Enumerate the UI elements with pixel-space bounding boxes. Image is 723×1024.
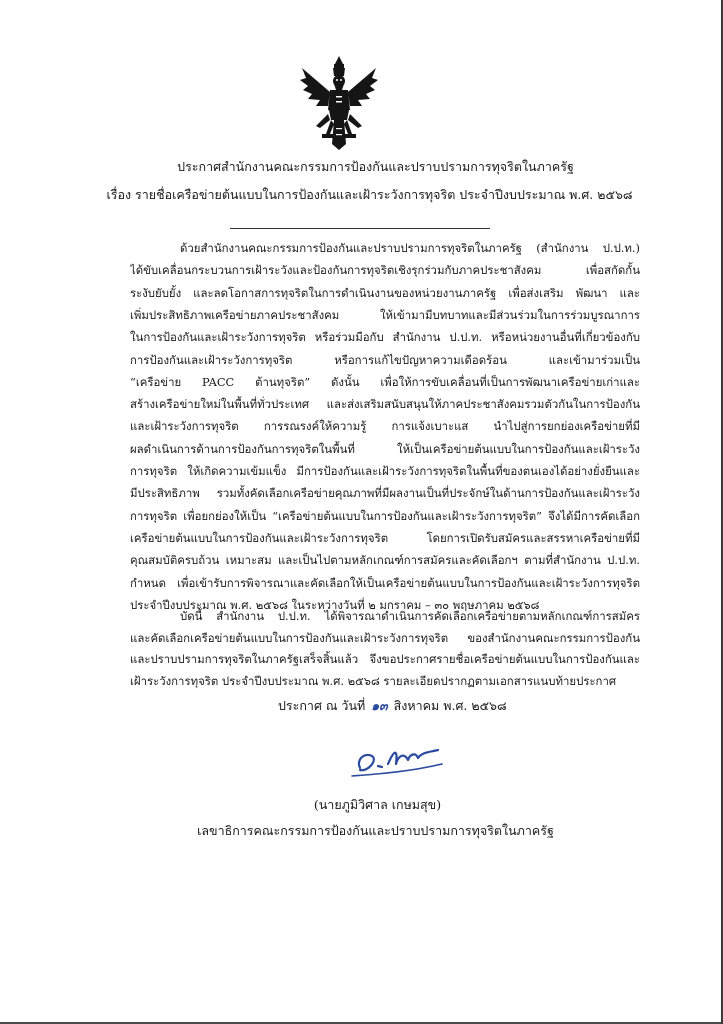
body-line: การทุจริต ให้เกิดความเข้มแข็ง มีการป้องกันและเฝ้าระวังการทุจริตในพื้นที่ของตนเองได้อย่างยั่งยืนและ: [130, 464, 640, 478]
body-line: และคัดเลือกเครือข่ายต้นแบบในการป้องกันและเฝ้าระวังการทุจริต ของสำนักงานคณะกรรมการป้องกัน: [130, 630, 640, 645]
date-suffix: สิงหาคม พ.ศ. ๒๕๖๘: [389, 698, 507, 713]
body-line: มีประสิทธิภาพ รวมทั้งคัดเลือกเครือข่ายคุณภาพที่มีผลงานเป็นที่ประจักษ์ในด้านการป้องกันและเฝ้าระวัง: [130, 486, 640, 501]
body-line: “เครือข่าย PACC ต้านทุจริต” ดังนั้น เพื่อให้การขับเคลื่อนที่เป็นการพัฒนาเครือข่ายเก่าและ: [130, 374, 640, 389]
body-line: ได้ขับเคลื่อนกระบวนการเฝ้าระวังและป้องกันการทุจริตเชิงรุกร่วมกับภาคประชาสังคม เพื่อสกัดกั้น: [130, 263, 640, 278]
body-line: ระงับยับยั้ง และลดโอกาสการทุจริตในการดำเนินงานของหน่วยงานภาครัฐ เพื่อส่งเสริม พัฒนา และ: [130, 285, 640, 300]
announcement-date: [278, 697, 507, 715]
body-line: ในการป้องกันและเฝ้าระวังการทุจริต หรือร่วมมือกับ สำนักงาน ป.ป.ท. หรือหน่วยงานอื่นที่เกี่ยวข้องกับ: [130, 330, 640, 345]
body-line: สร้างเครือข่ายใหม่ในพื้นที่ทั่วประเทศ และส่งเสริมสนับสนุนให้ภาคประชาสังคมรวมตัวกันในการป้องกัน: [130, 397, 640, 412]
body-line: และปราบปรามการทุจริตในภาครัฐเสร็จสิ้นแล้ว จึงขอประกาศรายชื่อเครือข่ายต้นแบบในการป้องกันและ: [130, 652, 640, 666]
body-line: และเฝ้าระวังการทุจริต การรณรงค์ให้ความรู้ การแจ้งเบาะแส นำไปสู่การยกย่องเครือข่ายที่มี: [130, 419, 640, 434]
body-line: ประจำปีงบประมาณ พ.ศ. ๒๕๖๘ ในระหว่างวันที่ ๒ มกราคม – ๓๐ พฤษภาคม ๒๕๖๘: [130, 597, 540, 612]
body-line: กำหนด เพื่อเข้ารับการพิจารณาและคัดเลือกให้เป็นเครือข่ายต้นแบบในการป้องกันและเฝ้าระวังการทุจริต: [130, 575, 640, 590]
body-line: คุณสมบัติครบถ้วน เหมาะสม และเป็นไปตามหลักเกณฑ์การสมัครและคัดเลือกฯ ตามที่สำนักงาน ป.ป.ท.: [130, 553, 640, 568]
garuda-emblem-icon: [300, 54, 378, 150]
body-line: การป้องกันและเฝ้าระวังการทุจริต หรือการแก้ไขปัญหาความเดือดร้อน และเข้ามาร่วมเป็น: [130, 352, 640, 367]
body-line: บัดนี้ สำนักงาน ป.ป.ท. ได้พิจารณาดำเนินการคัดเลือกเครือข่ายตามหลักเกณฑ์การสมัคร: [180, 609, 640, 623]
announcement-subject: เรื่อง รายชื่อเครือข่ายต้นแบบในการป้องกันและเฝ้าระวังการทุจริต ประจำปีงบประมาณ พ.ศ. ๒๕๖๘: [106, 187, 633, 202]
body-line: ด้วยสำนักงานคณะกรรมการป้องกันและปราบปรามการทุจริตในภาครัฐ (สำนักงาน ป.ป.ท.): [180, 241, 640, 255]
body-line: การทุจริต เพื่อยกย่องให้เป็น “เครือข่ายต้นแบบในการป้องกันและเฝ้าระวังการทุจริต” จึงได้มีการคัดเลือก: [130, 508, 640, 523]
signer-title: เลขาธิการคณะกรรมการป้องกันและปราบปรามการทุจริตในภาครัฐ: [197, 823, 554, 838]
signer-name: (นายภูมิวิศาล เกษมสุข): [313, 797, 442, 812]
signature-image: [338, 730, 448, 782]
body-line: เครือข่ายต้นแบบในการป้องกันและเฝ้าระวังการทุจริต โดยการเปิดรับสมัครและสรรหาเครือข่ายที่มี: [130, 530, 640, 545]
date-prefix: ประกาศ ณ วันที่: [278, 698, 370, 713]
body-line: ผลดำเนินการด้านการป้องกันการทุจริตในพื้นที่ ให้เป็นเครือข่ายต้นแบบในการป้องกันและเฝ้าระวัง: [130, 441, 640, 456]
date-day: ๑๓: [371, 698, 388, 713]
title-divider: [230, 228, 490, 229]
body-line: เพิ่มประสิทธิภาพเครือข่ายภาคประชาสังคม ให้เข้ามามีบทบาทและมีส่วนร่วมในการร่วมบูรณาการ: [130, 307, 640, 322]
announcement-title: ประกาศสำนักงานคณะกรรมการป้องกันและปราบปรามการทุจริตในภาครัฐ: [177, 159, 574, 174]
body-line: เฝ้าระวังการทุจริต ประจำปีงบประมาณ พ.ศ. ๒๕๖๘ รายละเอียดปรากฏตามเอกสารแนบท้ายประกาศ: [130, 673, 617, 688]
